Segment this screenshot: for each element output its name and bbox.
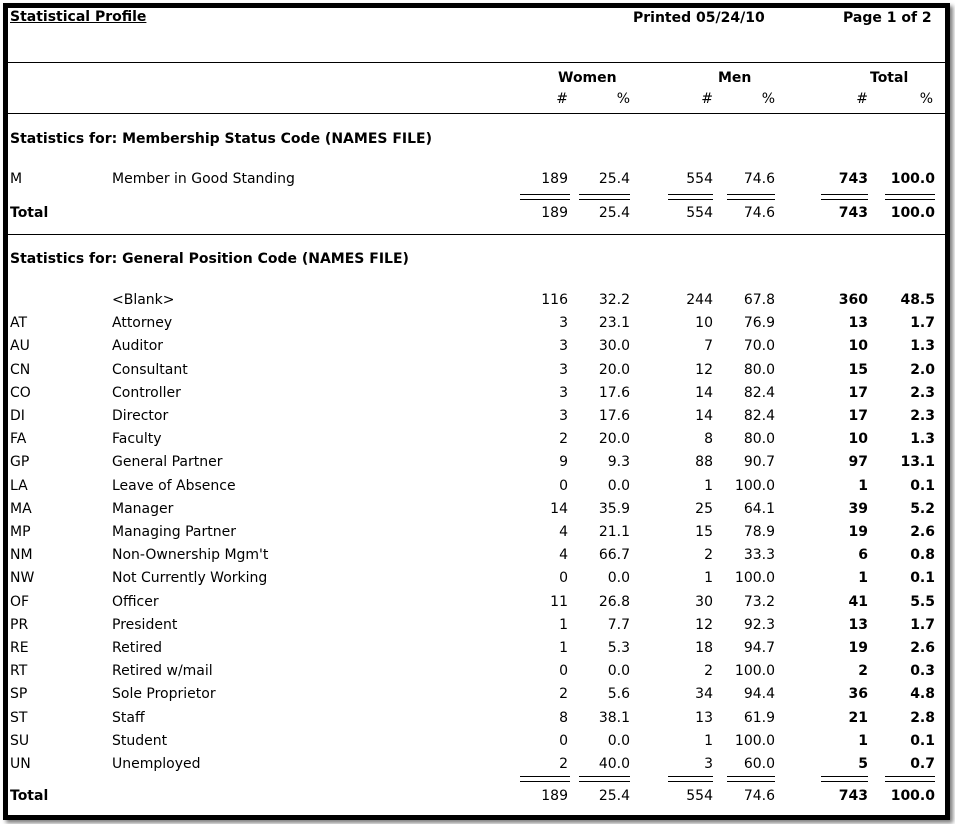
row-value-wp: 7.7 [607, 616, 630, 633]
row-value-mp: 60.0 [743, 756, 775, 772]
row-value-m: 12 [695, 616, 713, 633]
double-underline [727, 194, 775, 200]
row-code: ST [10, 709, 28, 726]
row-value-wp: 21.1 [598, 524, 630, 540]
row-value-w: 3 [559, 408, 568, 424]
total-value-t: 743 [838, 205, 868, 221]
col-men-pct: % [761, 91, 775, 107]
table-row [8, 405, 945, 428]
row-value-w: 4 [559, 524, 568, 540]
row-description: <Blank> [112, 292, 175, 308]
row-value-wp: 26.8 [598, 593, 630, 610]
table-row [8, 637, 945, 660]
double-underline [668, 776, 713, 782]
row-value-m: 1 [704, 570, 713, 587]
row-description: Director [112, 408, 169, 424]
table-row [8, 475, 945, 498]
row-value-mp: 64.1 [743, 500, 775, 517]
total-value-tp: 100.0 [890, 788, 935, 804]
table-row [8, 753, 945, 776]
row-value-wp: 0.0 [607, 477, 630, 494]
row-value-m: 14 [695, 408, 713, 424]
total-row [8, 204, 945, 227]
row-value-tp: 1.3 [910, 431, 935, 448]
row-value-tp: 0.8 [910, 547, 935, 564]
row-value-mp: 92.3 [743, 616, 775, 633]
row-code: LA [10, 477, 28, 494]
row-value-mp: 78.9 [743, 524, 775, 540]
row-description: Leave of Absence [112, 477, 236, 494]
row-value-w: 3 [559, 315, 568, 332]
total-value-tp: 100.0 [890, 205, 935, 221]
row-code: CN [10, 361, 31, 378]
row-value-wp: 40.0 [598, 756, 630, 772]
row-value-m: 30 [695, 593, 713, 610]
row-value-tp: 0.1 [910, 732, 935, 749]
row-value-wp: 35.9 [598, 500, 630, 517]
table-row [8, 289, 945, 312]
table-row [8, 730, 945, 753]
row-value-wp: 20.0 [598, 361, 630, 378]
row-description: Faculty [112, 431, 162, 448]
table-row [8, 382, 945, 405]
row-value-mp: 100.0 [734, 570, 775, 587]
row-value-tp: 0.1 [910, 570, 935, 587]
table-row [8, 428, 945, 451]
row-value-m: 2 [704, 663, 713, 680]
col-total-count: # [856, 91, 868, 107]
double-underline [579, 776, 630, 782]
row-code: AU [10, 338, 30, 355]
total-value-w: 189 [541, 205, 568, 221]
row-value-w: 9 [559, 454, 568, 471]
row-value-mp: 100.0 [734, 663, 775, 680]
row-value-wp: 0.0 [607, 570, 630, 587]
row-value-tp: 2.3 [910, 408, 935, 424]
row-code: SU [10, 732, 30, 749]
row-value-t: 743 [838, 171, 868, 187]
row-value-t: 5 [858, 756, 868, 772]
row-description: General Partner [112, 454, 223, 471]
col-men-count: # [701, 91, 713, 107]
row-description: Member in Good Standing [112, 171, 295, 187]
row-value-m: 3 [704, 756, 713, 772]
row-value-mp: 61.9 [743, 709, 775, 726]
row-code: NM [10, 547, 33, 564]
row-description: Attorney [112, 315, 173, 332]
table-row [8, 335, 945, 358]
row-value-w: 116 [541, 292, 568, 308]
row-description: Consultant [112, 361, 188, 378]
double-underline [668, 194, 713, 200]
row-value-wp: 0.0 [607, 663, 630, 680]
row-value-t: 1 [858, 570, 868, 587]
row-value-mp: 80.0 [743, 431, 775, 448]
double-underline [885, 194, 935, 200]
row-value-tp: 2.0 [910, 361, 935, 378]
table-row [8, 451, 945, 474]
row-value-mp: 76.9 [743, 315, 775, 332]
row-value-t: 17 [848, 408, 868, 424]
row-value-t: 13 [848, 315, 868, 332]
row-value-t: 39 [848, 500, 868, 517]
row-value-m: 88 [695, 454, 713, 471]
row-value-w: 1 [559, 616, 568, 633]
row-value-m: 8 [704, 431, 713, 448]
table-row [8, 168, 945, 191]
row-description: Retired [112, 640, 163, 656]
report-page [3, 3, 950, 820]
double-underline [821, 194, 868, 200]
row-value-t: 97 [848, 454, 868, 471]
row-value-t: 10 [848, 338, 868, 355]
row-value-w: 3 [559, 338, 568, 355]
row-value-tp: 100.0 [890, 171, 935, 187]
row-code: DI [10, 408, 25, 424]
row-value-mp: 82.4 [743, 384, 775, 401]
column-header-rule [8, 113, 945, 114]
total-value-wp: 25.4 [598, 788, 630, 804]
row-value-w: 14 [550, 500, 568, 517]
total-value-m: 554 [686, 788, 713, 804]
col-women: Women [558, 70, 617, 86]
row-value-t: 360 [838, 292, 868, 308]
row-value-tp: 1.3 [910, 338, 935, 355]
row-value-mp: 94.7 [743, 640, 775, 656]
row-description: Manager [112, 500, 174, 517]
row-value-tp: 2.6 [910, 640, 935, 656]
row-value-m: 1 [704, 732, 713, 749]
table-row [8, 614, 945, 637]
row-value-t: 19 [848, 524, 868, 540]
row-value-m: 25 [695, 500, 713, 517]
row-value-w: 11 [550, 593, 568, 610]
row-value-m: 34 [695, 686, 713, 703]
row-value-wp: 5.6 [607, 686, 630, 703]
table-row [8, 521, 945, 544]
table-row [8, 683, 945, 706]
row-value-mp: 94.4 [743, 686, 775, 703]
row-value-w: 0 [559, 663, 568, 680]
row-code: RE [10, 640, 29, 656]
col-men: Men [718, 70, 752, 86]
row-description: Not Currently Working [112, 570, 268, 587]
row-value-w: 3 [559, 384, 568, 401]
row-description: Staff [112, 709, 145, 726]
row-value-mp: 90.7 [743, 454, 775, 471]
row-value-tp: 1.7 [910, 315, 935, 332]
position-heading: Statistics for: General Position Code (NAMES FILE) [10, 251, 409, 267]
table-row [8, 707, 945, 730]
total-row [8, 787, 945, 810]
row-code: RT [10, 663, 28, 680]
row-value-tp: 4.8 [910, 686, 935, 703]
row-value-mp: 70.0 [743, 338, 775, 355]
row-code: M [10, 171, 23, 187]
row-code: PR [10, 616, 29, 633]
row-value-wp: 17.6 [598, 408, 630, 424]
row-code: CO [10, 384, 31, 401]
row-value-mp: 100.0 [734, 477, 775, 494]
row-value-mp: 82.4 [743, 408, 775, 424]
row-description: Student [112, 732, 168, 749]
row-value-wp: 0.0 [607, 732, 630, 749]
row-value-t: 17 [848, 384, 868, 401]
row-description: President [112, 616, 178, 633]
row-value-w: 0 [559, 732, 568, 749]
total-value-m: 554 [686, 205, 713, 221]
row-code: SP [10, 686, 28, 703]
total-value-w: 189 [541, 788, 568, 804]
row-value-tp: 2.3 [910, 384, 935, 401]
row-code: AT [10, 315, 28, 332]
row-value-w: 8 [559, 709, 568, 726]
row-value-t: 13 [848, 616, 868, 633]
row-code: NW [10, 570, 35, 587]
row-value-mp: 80.0 [743, 361, 775, 378]
row-value-tp: 2.8 [910, 709, 935, 726]
row-value-mp: 74.6 [743, 171, 775, 187]
row-value-wp: 38.1 [598, 709, 630, 726]
row-value-tp: 48.5 [900, 292, 935, 308]
row-value-t: 21 [848, 709, 868, 726]
row-description: Officer [112, 593, 159, 610]
total-value-wp: 25.4 [598, 205, 630, 221]
double-underline [885, 776, 935, 782]
row-value-mp: 73.2 [743, 593, 775, 610]
col-total-pct: % [919, 91, 933, 107]
row-code: FA [10, 431, 27, 448]
row-value-w: 0 [559, 477, 568, 494]
row-value-tp: 5.5 [910, 593, 935, 610]
row-code: MA [10, 500, 32, 517]
total-value-t: 743 [838, 788, 868, 804]
row-value-tp: 0.7 [910, 756, 935, 772]
row-code: GP [10, 454, 30, 471]
row-value-w: 2 [559, 431, 568, 448]
double-underline [520, 194, 570, 200]
col-total: Total [870, 70, 909, 86]
row-value-tp: 0.1 [910, 477, 935, 494]
row-value-m: 2 [704, 547, 713, 564]
row-value-mp: 100.0 [734, 732, 775, 749]
row-value-w: 3 [559, 361, 568, 378]
row-value-t: 1 [858, 477, 868, 494]
row-value-t: 15 [848, 361, 868, 378]
row-value-w: 0 [559, 570, 568, 587]
double-underline [727, 776, 775, 782]
table-row [8, 498, 945, 521]
total-label: Total [10, 205, 49, 221]
row-value-t: 10 [848, 431, 868, 448]
row-value-m: 14 [695, 384, 713, 401]
row-value-tp: 5.2 [910, 500, 935, 517]
row-value-wp: 25.4 [598, 171, 630, 187]
row-value-tp: 1.7 [910, 616, 935, 633]
printed-date: Printed 05/24/10 [633, 10, 765, 26]
row-description: Managing Partner [112, 524, 236, 540]
row-value-w: 189 [541, 171, 568, 187]
row-value-wp: 30.0 [598, 338, 630, 355]
row-value-wp: 23.1 [598, 315, 630, 332]
row-value-t: 19 [848, 640, 868, 656]
row-value-m: 1 [704, 477, 713, 494]
row-value-tp: 2.6 [910, 524, 935, 540]
total-value-mp: 74.6 [743, 788, 775, 804]
double-underline [821, 776, 868, 782]
total-label: Total [10, 788, 49, 804]
row-value-t: 36 [848, 686, 868, 703]
row-value-mp: 67.8 [743, 292, 775, 308]
row-value-wp: 66.7 [598, 547, 630, 564]
col-women-pct: % [616, 91, 630, 107]
row-code: OF [10, 593, 30, 610]
row-value-m: 15 [695, 524, 713, 540]
row-value-w: 1 [559, 640, 568, 656]
page-number: Page 1 of 2 [843, 10, 932, 26]
row-description: Retired w/mail [112, 663, 213, 680]
report-title: Statistical Profile [10, 9, 147, 25]
row-value-m: 244 [686, 292, 713, 308]
row-value-wp: 17.6 [598, 384, 630, 401]
row-value-m: 7 [704, 338, 713, 355]
row-value-m: 10 [695, 315, 713, 332]
double-underline [579, 194, 630, 200]
row-value-wp: 32.2 [598, 292, 630, 308]
table-row [8, 567, 945, 590]
row-description: Controller [112, 384, 181, 401]
table-row [8, 660, 945, 683]
row-value-wp: 20.0 [598, 431, 630, 448]
row-value-tp: 0.3 [910, 663, 935, 680]
double-underline [520, 776, 570, 782]
row-value-m: 13 [695, 709, 713, 726]
row-value-w: 2 [559, 686, 568, 703]
col-women-count: # [556, 91, 568, 107]
row-code: MP [10, 524, 31, 540]
row-description: Unemployed [112, 756, 201, 772]
row-value-wp: 9.3 [607, 454, 630, 471]
row-value-t: 6 [858, 547, 868, 564]
row-value-t: 2 [858, 663, 868, 680]
total-value-mp: 74.6 [743, 205, 775, 221]
row-value-m: 12 [695, 361, 713, 378]
row-value-w: 2 [559, 756, 568, 772]
membership-heading: Statistics for: Membership Status Code (NAMES FILE) [10, 131, 432, 147]
row-value-t: 1 [858, 732, 868, 749]
table-row [8, 591, 945, 614]
row-code: UN [10, 756, 31, 772]
row-value-wp: 5.3 [607, 640, 630, 656]
table-row [8, 359, 945, 382]
row-description: Sole Proprietor [112, 686, 216, 703]
row-value-tp: 13.1 [900, 454, 935, 471]
section-rule [8, 234, 945, 235]
row-value-mp: 33.3 [743, 547, 775, 564]
table-row [8, 312, 945, 335]
row-description: Auditor [112, 338, 164, 355]
header-rule [8, 62, 945, 63]
row-value-w: 4 [559, 547, 568, 564]
row-value-t: 41 [848, 593, 868, 610]
row-value-m: 18 [695, 640, 713, 656]
table-row [8, 544, 945, 567]
row-value-m: 554 [686, 171, 713, 187]
row-description: Non-Ownership Mgm't [112, 547, 269, 564]
